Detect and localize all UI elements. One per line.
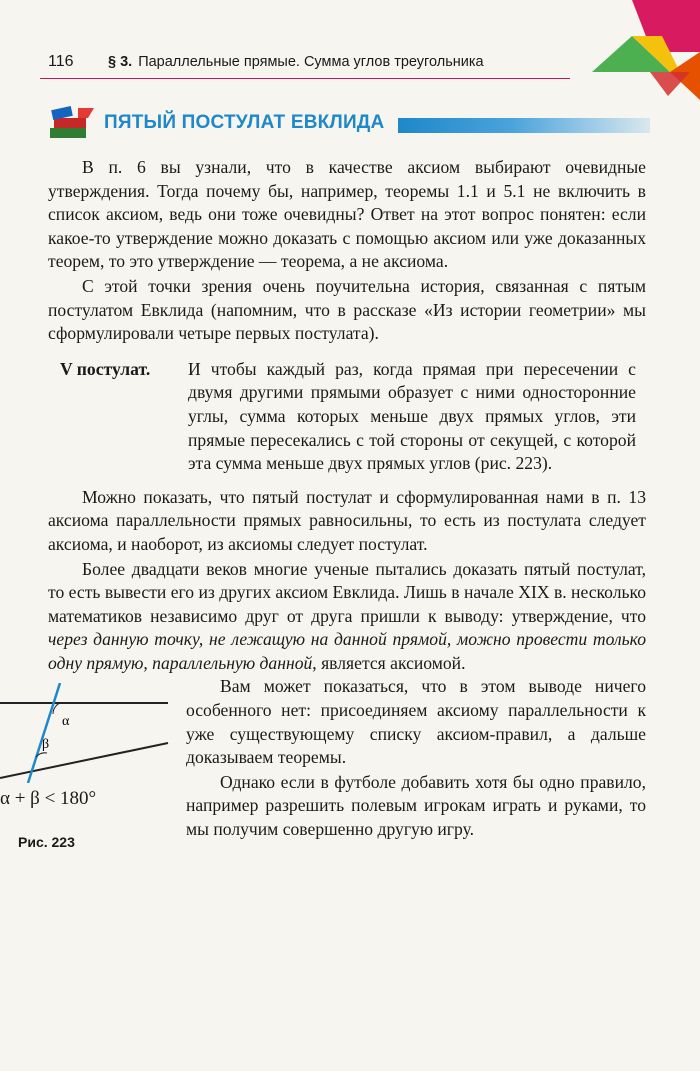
figure-223: [0, 683, 170, 853]
paragraph: Можно показать, что пятый постулат и сформулированная нами в п. 13 аксиома параллельности прямых равносильны, то есть из постулата следует аксиома, и наоборот, из аксиомы следует постулат.: [48, 486, 646, 554]
section-heading-text: ПЯТЫЙ ПОСТУЛАТ ЕВКЛИДА: [104, 112, 385, 133]
main-text: [0, 156, 646, 853]
figure-formula: α + β < 180°: [0, 788, 97, 810]
paragraph: [48, 558, 646, 676]
beta-label: β: [42, 737, 50, 753]
corner-decoration-icon: [540, 0, 700, 120]
postulate-text: И чтобы каждый раз, когда прямая при пересечении с двумя другими прямыми образует с ними односторонние углы, сумма которых меньше двух прямых углов, эти прямые пересекались с той стороны от секущей, с которой эта сумма меньше двух прямых углов (рис. 223).: [188, 358, 636, 474]
heading-bar: [398, 118, 650, 133]
section-mark: § 3.: [108, 54, 133, 70]
header-rule: [40, 78, 570, 79]
paragraph: Вам может показаться, что в этом выводе ничего особенного нет: присоединяем аксиому параллельности к уже существующему списку аксиом-правил, а дальше доказываем теоремы.: [186, 676, 646, 768]
axiom-statement: через данную точку, не лежащую на данной прямой, можно провести только одну прямую, параллельную данной: [48, 629, 646, 673]
paragraph: С этой точки зрения очень поучительна история, связанная с пятым постулатом Евклида (напомним, что в рассказе «Из истории геометрии» мы сформулировали четыре первых постулата).: [48, 275, 646, 344]
books-icon: [48, 106, 96, 142]
paragraph-text: Более двадцати веков многие ученые пытались доказать пятый постулат, то есть вывести его из других аксиом Евклида. Лишь в начале XIX в. несколько математиков независимо друг от друга пришли к выводу: утверждение, что: [48, 558, 646, 626]
page-header: [40, 50, 560, 76]
page-number: 116: [48, 53, 74, 70]
alpha-label: α: [62, 714, 70, 730]
figure-diagram: [0, 683, 170, 783]
section-title-text: Параллельные прямые. Сумма углов треугольника: [138, 54, 484, 70]
paragraph: Однако если в футболе добавить хотя бы одно правило, например разрешить полевым игрокам играть и руками, то мы получим совершенно другую игру.: [186, 771, 646, 840]
paragraph: В п. 6 вы узнали, что в качестве аксиом выбирают очевидные утверждения. Тогда почему бы, например, теоремы 1.1 и 5.1 не включить в список аксиом, ведь они тоже очевидны? Ответ на этот вопрос понятен: если какое-то утверждение можно доказать с помощью аксиом или уже доказанных теорем, то это утверждение — теорема, а не аксиома.: [48, 157, 646, 272]
postulate-label: V постулат.: [60, 358, 151, 379]
paragraph-text: , является аксиомой.: [312, 652, 466, 673]
section-heading: [48, 106, 648, 142]
figure-caption: Рис. 223: [18, 834, 75, 851]
postulate-block: [60, 358, 646, 476]
section-title: [108, 54, 484, 70]
